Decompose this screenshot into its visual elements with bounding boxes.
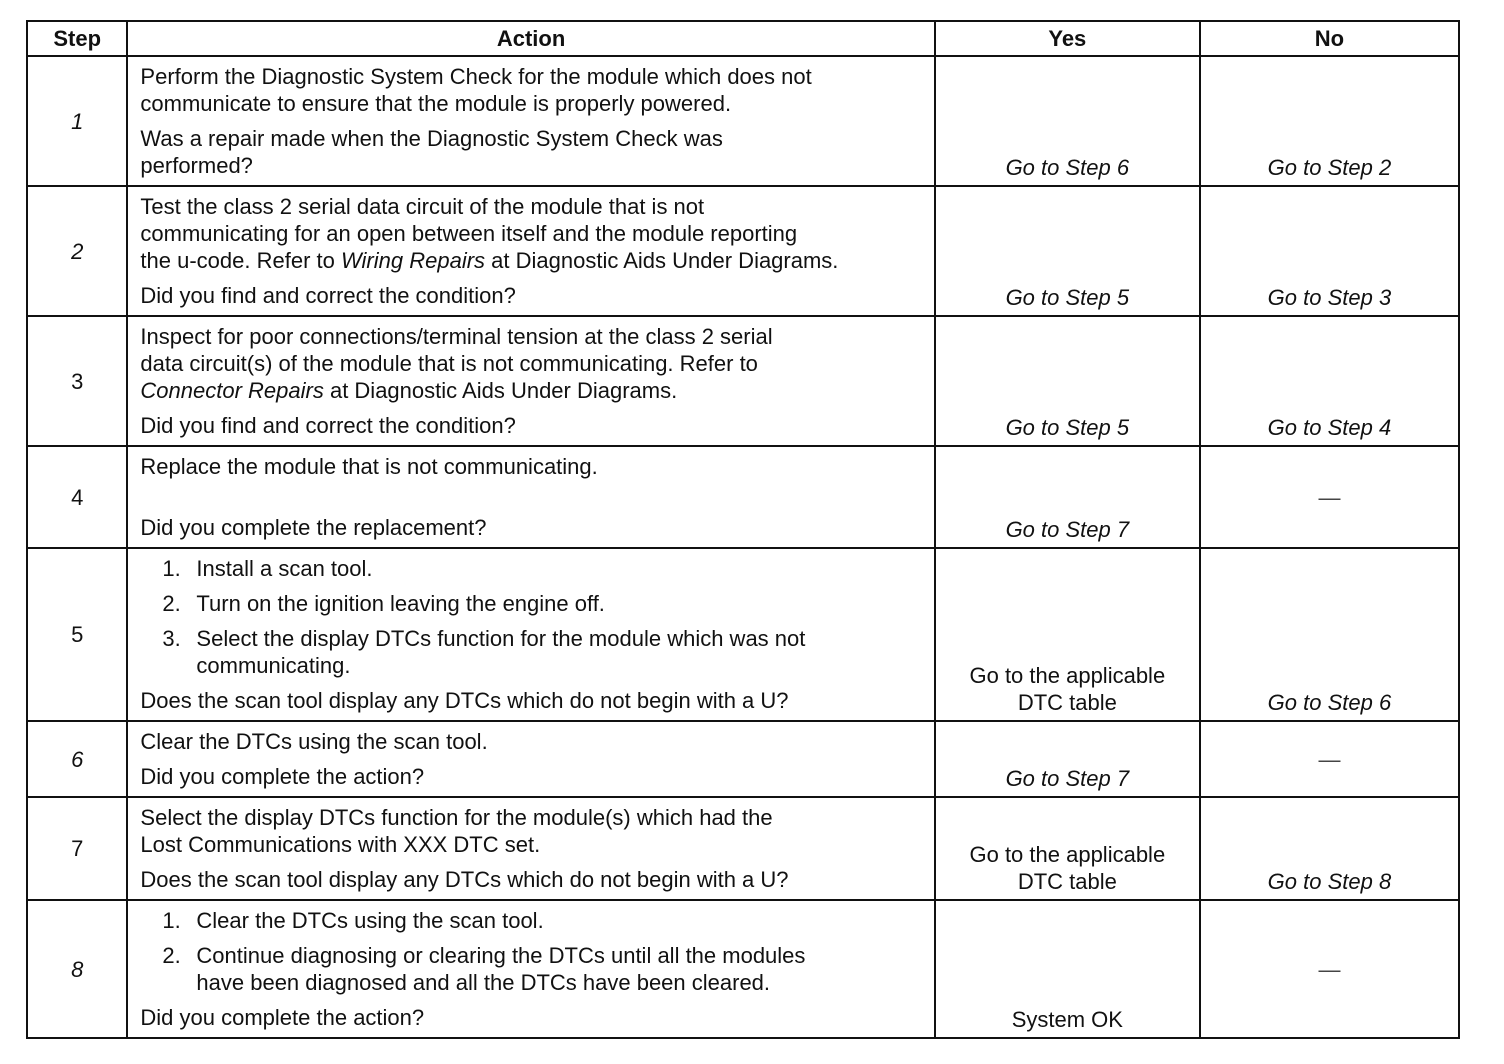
step-number: 4	[27, 446, 127, 548]
table-row	[27, 900, 1459, 1038]
action-text	[140, 377, 923, 404]
list-text: Turn on the ignition leaving the engine off.	[196, 591, 605, 616]
action-cell	[127, 548, 934, 721]
action-cell	[127, 186, 934, 316]
step-number: 3	[27, 316, 127, 446]
list-number: 3.	[162, 626, 181, 651]
yes-result-line: DTC table	[1017, 690, 1117, 715]
header-yes: Yes	[935, 21, 1200, 56]
list-item	[140, 590, 923, 617]
wiring-repairs-reference: Wiring Repairs	[340, 248, 486, 273]
action-question: Did you complete the action?	[140, 1005, 425, 1030]
action-text-part: at Diagnostic Aids Under Diagrams.	[323, 378, 678, 403]
yes-result: Go to Step 6	[935, 56, 1200, 186]
table-row	[27, 186, 1459, 316]
list-item	[140, 555, 923, 582]
list-text: have been diagnosed and all the DTCs have been cleared.	[196, 970, 771, 995]
action-text-part: the u-code. Refer to	[140, 248, 341, 273]
step-number: 2	[27, 186, 127, 316]
list-text: Select the display DTCs function for the module which was not	[196, 626, 806, 651]
action-question: Does the scan tool display any DTCs which do not begin with a U?	[140, 688, 789, 713]
step-number: 6	[27, 721, 127, 797]
no-result: Go to Step 6	[1200, 548, 1459, 721]
no-result-dash: —	[1200, 446, 1459, 548]
table-row	[27, 446, 1459, 548]
no-result-dash: —	[1200, 900, 1459, 1038]
action-question: Was a repair made when the Diagnostic System Check was	[140, 126, 723, 151]
connector-repairs-reference: Connector Repairs	[140, 378, 324, 403]
action-text: data circuit(s) of the module that is not communicating. Refer to	[140, 351, 758, 376]
action-text: Clear the DTCs using the scan tool.	[140, 729, 488, 754]
action-cell	[127, 721, 934, 797]
action-cell	[127, 446, 934, 548]
no-result-dash: —	[1200, 721, 1459, 797]
list-item	[140, 942, 923, 996]
action-question: performed?	[140, 153, 253, 178]
list-number: 2.	[162, 943, 181, 968]
table-row	[27, 548, 1459, 721]
action-text: Lost Communications with XXX DTC set.	[140, 832, 541, 857]
list-item	[140, 625, 923, 679]
yes-result-line: Go to the applicable	[969, 842, 1166, 867]
yes-result: Go to Step 7	[935, 721, 1200, 797]
list-text: Install a scan tool.	[196, 556, 373, 581]
action-cell	[127, 316, 934, 446]
list-number: 2.	[162, 591, 181, 616]
yes-result: System OK	[935, 900, 1200, 1038]
no-result: Go to Step 2	[1200, 56, 1459, 186]
header-no: No	[1200, 21, 1459, 56]
header-action: Action	[127, 21, 934, 56]
table-row	[27, 316, 1459, 446]
diagnostic-table	[26, 20, 1460, 1039]
yes-result	[935, 548, 1200, 721]
action-cell	[127, 797, 934, 900]
table-row	[27, 56, 1459, 186]
list-text: Clear the DTCs using the scan tool.	[196, 908, 544, 933]
yes-result	[935, 797, 1200, 900]
step-number: 5	[27, 548, 127, 721]
yes-result: Go to Step 5	[935, 186, 1200, 316]
action-text	[140, 247, 923, 274]
list-text: Continue diagnosing or clearing the DTCs until all the modules	[196, 943, 806, 968]
action-text: Inspect for poor connections/terminal tension at the class 2 serial	[140, 324, 773, 349]
action-cell	[127, 56, 934, 186]
step-number: 8	[27, 900, 127, 1038]
action-text: Test the class 2 serial data circuit of the module that is not	[140, 194, 705, 219]
yes-result-line: Go to the applicable	[969, 663, 1166, 688]
header-step: Step	[27, 21, 127, 56]
action-question: Did you complete the replacement?	[140, 515, 487, 540]
no-result: Go to Step 3	[1200, 186, 1459, 316]
action-question: Did you find and correct the condition?	[140, 283, 516, 308]
list-text: communicating.	[196, 653, 351, 678]
step-number: 1	[27, 56, 127, 186]
action-question: Did you find and correct the condition?	[140, 413, 516, 438]
action-text: Perform the Diagnostic System Check for the module which does not	[140, 64, 812, 89]
no-result: Go to Step 8	[1200, 797, 1459, 900]
table-row	[27, 721, 1459, 797]
list-item	[140, 907, 923, 934]
action-text: Replace the module that is not communicating.	[140, 454, 598, 479]
action-text: communicate to ensure that the module is properly powered.	[140, 91, 732, 116]
table-row	[27, 797, 1459, 900]
action-text: communicating for an open between itself and the module reporting	[140, 221, 798, 246]
yes-result: Go to Step 7	[935, 446, 1200, 548]
action-question: Does the scan tool display any DTCs which do not begin with a U?	[140, 867, 789, 892]
action-text: Select the display DTCs function for the module(s) which had the	[140, 805, 773, 830]
action-cell	[127, 900, 934, 1038]
yes-result-line: DTC table	[1017, 869, 1117, 894]
action-question: Did you complete the action?	[140, 764, 425, 789]
header-row	[27, 21, 1459, 56]
no-result: Go to Step 4	[1200, 316, 1459, 446]
action-text-part: at Diagnostic Aids Under Diagrams.	[485, 248, 839, 273]
list-number: 1.	[162, 908, 181, 933]
yes-result: Go to Step 5	[935, 316, 1200, 446]
step-number: 7	[27, 797, 127, 900]
list-number: 1.	[162, 556, 181, 581]
